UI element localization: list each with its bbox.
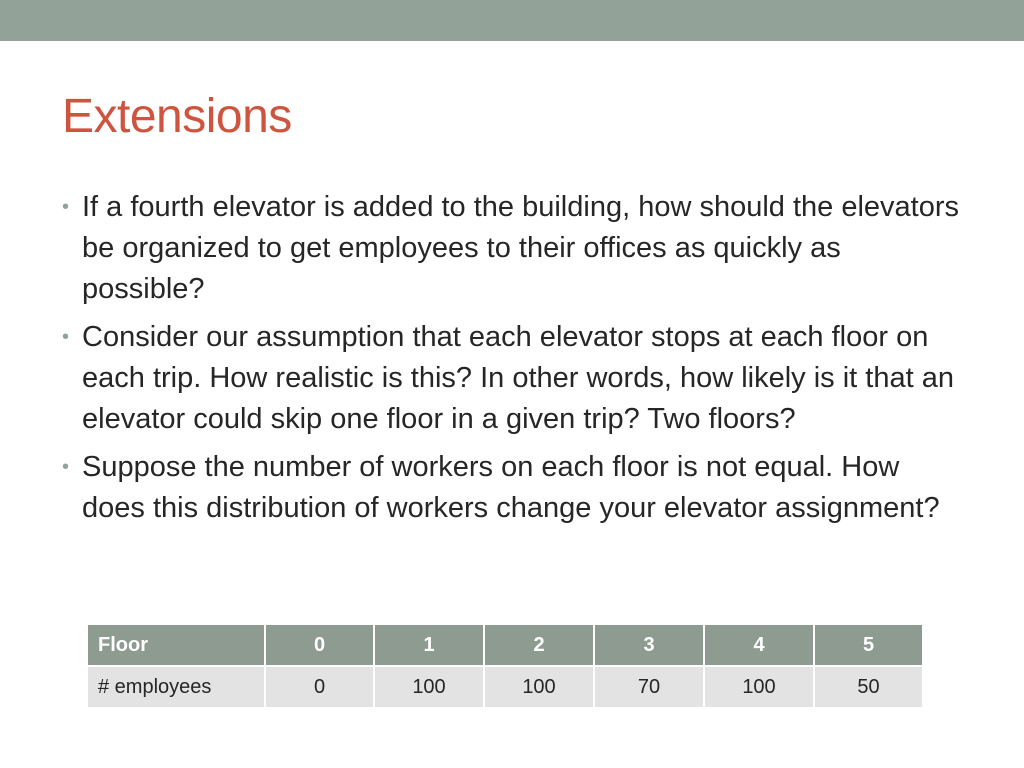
bullet-text: Suppose the number of workers on each floor is not equal. How does this distribution of workers change your elevator assignment? — [82, 451, 940, 524]
top-accent-bar — [0, 0, 1024, 41]
bullet-text: Consider our assumption that each elevator stops at each floor on each trip. How realistic is this? In other words, how likely is it that an elevator could skip one floor in a given trip? Two floors? — [82, 321, 954, 435]
table-cell: 50 — [814, 666, 923, 708]
table-row — [87, 666, 923, 708]
bullet-item — [62, 317, 962, 440]
table-cell: 100 — [484, 666, 594, 708]
table-header-row — [87, 624, 923, 666]
header-cell: 0 — [265, 624, 374, 666]
bullet-dot-icon: • — [62, 196, 70, 218]
bullet-item — [62, 447, 962, 529]
bullet-item — [62, 187, 962, 310]
header-cell: 4 — [704, 624, 814, 666]
table-cell: 0 — [265, 666, 374, 708]
bullet-text: If a fourth elevator is added to the building, how should the elevators be organized to get employees to their offices as quickly as possible? — [82, 191, 960, 305]
header-cell: 3 — [594, 624, 704, 666]
slide-title: Extensions — [62, 90, 292, 143]
header-cell: 5 — [814, 624, 923, 666]
bullet-list — [62, 187, 962, 536]
row-label-employees: # employees — [87, 666, 265, 708]
employees-per-floor-table — [86, 623, 924, 709]
bullet-dot-icon: • — [62, 456, 70, 478]
table-cell: 100 — [374, 666, 484, 708]
table-cell: 100 — [704, 666, 814, 708]
header-cell: 2 — [484, 624, 594, 666]
bullet-dot-icon: • — [62, 326, 70, 348]
header-cell: 1 — [374, 624, 484, 666]
header-cell-floor: Floor — [87, 624, 265, 666]
table-cell: 70 — [594, 666, 704, 708]
